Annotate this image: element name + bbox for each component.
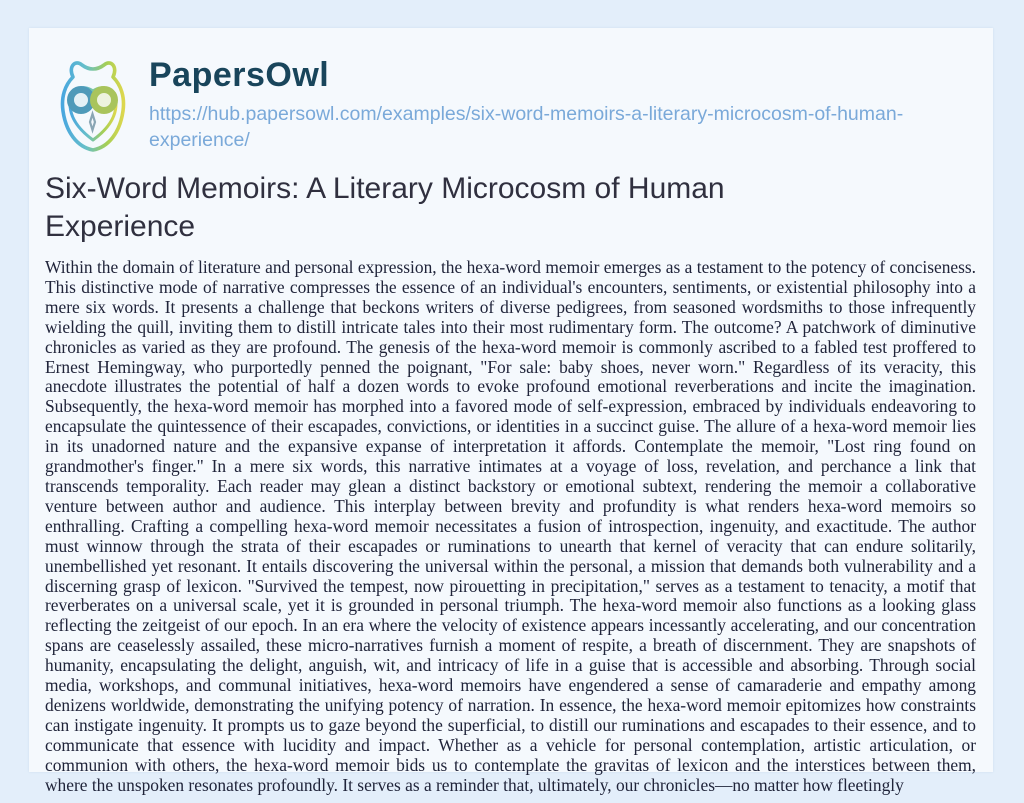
owl-logo-icon <box>43 54 143 158</box>
owl-beak <box>90 114 95 130</box>
papersowl-logo <box>43 54 143 158</box>
owl-left-eye <box>71 90 92 111</box>
source-url-link[interactable]: https://hub.papersowl.com/examples/six-word-memoirs-a-literary-microcosm-of-human-experience/ <box>149 103 904 152</box>
essay-title: Six-Word Memoirs: A Literary Microcosm of Human Experience <box>45 172 725 243</box>
owl-right-eye <box>94 90 115 111</box>
site-header <box>29 28 993 158</box>
header-text-block <box>149 54 959 154</box>
page-panel <box>29 28 993 795</box>
essay-body-paragraph: Within the domain of literature and personal expression, the hexa-word memoir emerges as a testament to the potency of conciseness. This distinctive mode of narrative compresses the essence of an individual's encounters, sentiments, or existential philosophy into a mere six words. It presents a challenge that beckons writers of diverse pedigrees, from seasoned wordsmiths to those infrequently wielding the quill, inviting them to distill intricate tales into their most rudimentary form. The outcome? A patchwork of diminutive chronicles as varied as they are profound. The genesis of the hexa-word memoir is commonly ascribed to a fabled test proffered to Ernest Hemingway, who purportedly penned the poignant, "For sale: baby shoes, never worn." Regardless of its veracity, this anecdote illustrates the potential of half a dozen words to evoke profound emotional reverberations and incite the imagination. Subsequently, the hexa-word memoir has morphed into a favored mode of self-expression, embraced by individuals endeavoring to encapsulate the quintessence of their escapades, convictions, or identities in a succinct guise. The allure of a hexa-word memoir lies in its unadorned nature and the expansive expanse of interpretation it affords. Contemplate the memoir, "Lost ring found on grandmother's finger." In a mere six words, this narrative intimates at a voyage of loss, revelation, and perchance a link that transcends temporality. Each reader may glean a distinct backstory or emotional subtext, rendering the memoir a collaborative venture between author and audience. This interplay between brevity and profundity is what renders hexa-word memoirs so enthralling. Crafting a compelling hexa-word memoir necessitates a fusion of introspection, ingenuity, and exactitude. The author must winnow through the strata of their escapades or ruminations to unearth that kernel of veracity that can endure solitarily, unembellished yet resonant. It entails discovering the universal within the personal, a mission that demands both vulnerability and a discerning grasp of lexicon. "Survived the tempest, now pirouetting in precipitation," serves as a testament to tenacity, a motif that reverberates on a universal scale, yet it is grounded in personal triumph. The hexa-word memoir also functions as a looking glass reflecting the zeitgeist of our epoch. In an era where the velocity of existence appears incessantly accelerating, and our concentration spans are ceaselessly assailed, these micro-narratives furnish a moment of respite, a breath of discernment. They are snapshots of humanity, encapsulating the delight, anguish, wit, and intricacy of life in a guise that is accessible and absorbing. Through social media, workshops, and communal initiatives, hexa-word memoirs have engendered a sense of camaraderie and empathy among denizens worldwide, demonstrating the unifying potency of narration. In essence, the hexa-word memoir epitomizes how constraints can instigate ingenuity. It prompts us to gaze beyond the superficial, to distill our ruminations and escapades to their essence, and to communicate that essence with lucidity and impact. Whether as a vehicle for personal contemplation, artistic articulation, or communion with others, the hexa-word memoir bids us to contemplate the gravitas of lexicon and the interstices between them, where the unspoken resonates profoundly. It serves as a reminder that, ultimately, our chronicles—no matter how fleetingly <box>45 257 976 795</box>
brand-title: PapersOwl <box>149 56 330 94</box>
